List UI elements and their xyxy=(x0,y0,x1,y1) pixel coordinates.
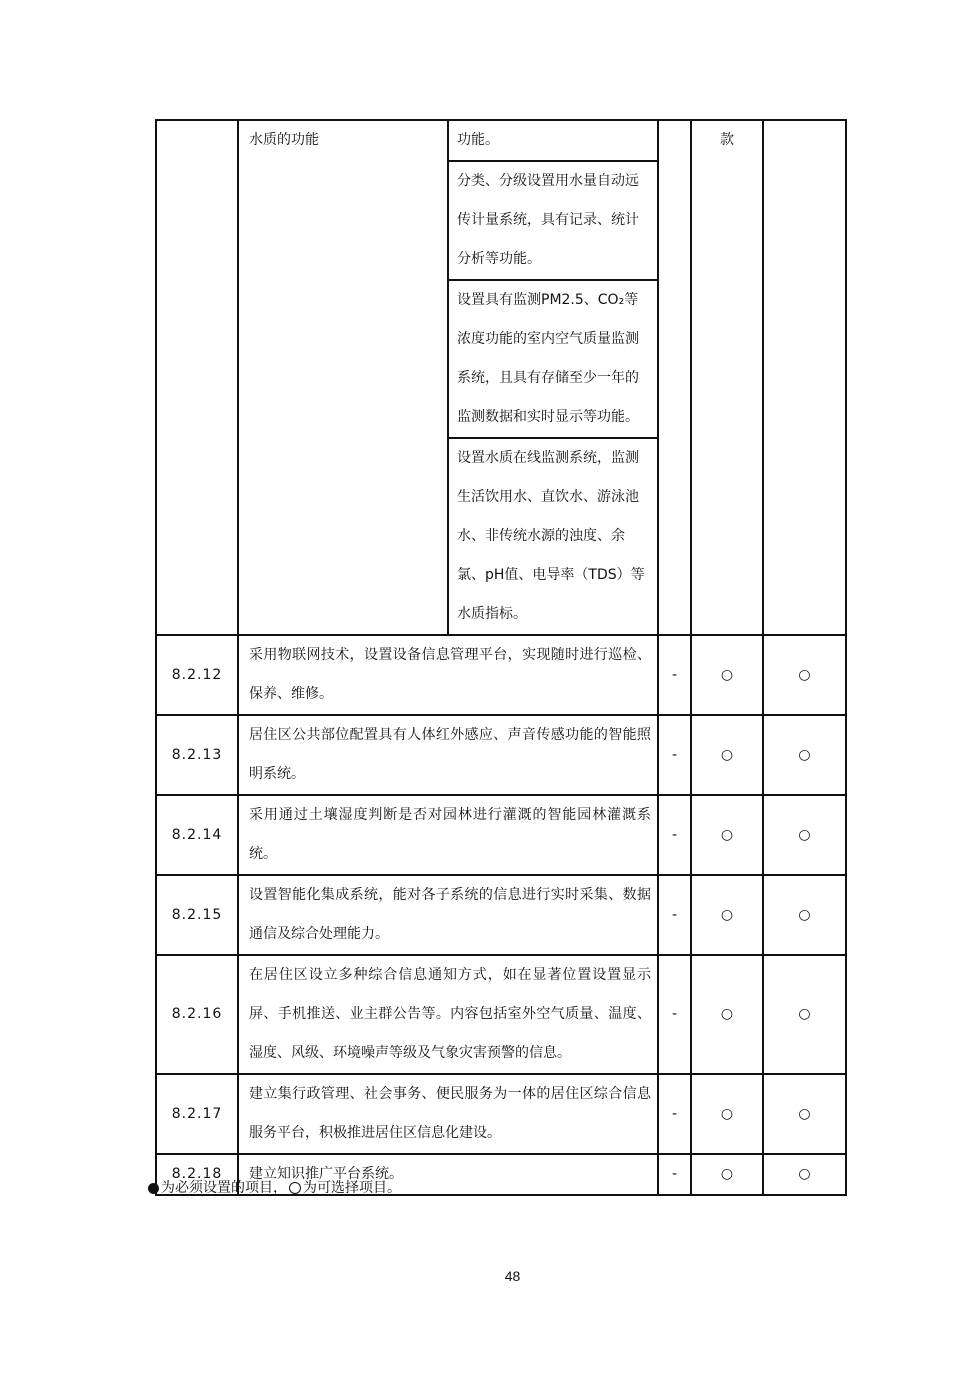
dash-cell: - xyxy=(658,795,691,875)
sub-item-2: 分类、分级设置用水量自动远传计量系统，具有记录、统计分析等功能。 xyxy=(448,161,658,280)
optional-mark: ○ xyxy=(763,955,846,1074)
optional-mark: ○ xyxy=(691,635,763,715)
table-row xyxy=(156,635,846,715)
dash-cell: - xyxy=(658,635,691,715)
required-bullet-icon xyxy=(148,1183,159,1194)
optional-circle-icon xyxy=(289,1182,301,1194)
empty-num-cell xyxy=(156,120,238,635)
table-row xyxy=(156,1074,846,1154)
table-row xyxy=(156,875,846,955)
empty-cell xyxy=(658,120,691,635)
footnote-optional-text: 为可选择项目。 xyxy=(303,1180,401,1196)
clause-number: 8.2.13 xyxy=(156,715,238,795)
clause-text: 采用物联网技术，设置设备信息管理平台，实现随时进行巡检、保养、维修。 xyxy=(238,635,658,715)
optional-mark: ○ xyxy=(763,875,846,955)
dash-cell: - xyxy=(658,1154,691,1195)
kuan-cell: 款 xyxy=(691,120,763,635)
table-row xyxy=(156,955,846,1074)
clause-text: 居住区公共部位配置具有人体红外感应、声音传感功能的智能照明系统。 xyxy=(238,715,658,795)
clause-text: 设置智能化集成系统，能对各子系统的信息进行实时采集、数据通信及综合处理能力。 xyxy=(238,875,658,955)
optional-mark: ○ xyxy=(763,1074,846,1154)
clause-number: 8.2.15 xyxy=(156,875,238,955)
sub-item-3: 设置具有监测PM2.5、CO₂等浓度功能的室内空气质量监测系统，且具有存储至少一年的监测数据和实时显示等功能。 xyxy=(448,280,658,438)
sub-item-1: 功能。 xyxy=(448,120,658,161)
optional-mark: ○ xyxy=(691,955,763,1074)
dash-cell: - xyxy=(658,715,691,795)
table-row xyxy=(156,715,846,795)
dash-cell: - xyxy=(658,875,691,955)
clause-number: 8.2.16 xyxy=(156,955,238,1074)
table-row xyxy=(156,120,846,161)
clause-text: 采用通过土壤湿度判断是否对园林进行灌溉的智能园林灌溉系统。 xyxy=(238,795,658,875)
optional-mark: ○ xyxy=(691,795,763,875)
spec-table xyxy=(155,119,847,1196)
clause-number: 8.2.18 xyxy=(156,1154,238,1195)
sub-item-4: 设置水质在线监测系统，监测生活饮用水、直饮水、游泳池水、非传统水源的浊度、余氯、pH值、电导率（TDS）等水质指标。 xyxy=(448,438,658,635)
table-row xyxy=(156,795,846,875)
optional-mark: ○ xyxy=(763,635,846,715)
clause-number: 8.2.17 xyxy=(156,1074,238,1154)
clause-text: 建立集行政管理、社会事务、便民服务为一体的居住区综合信息服务平台，积极推进居住区信息化建设。 xyxy=(238,1074,658,1154)
clause-number: 8.2.14 xyxy=(156,795,238,875)
item-title-cell: 水质的功能 xyxy=(238,120,448,635)
clause-number: 8.2.12 xyxy=(156,635,238,715)
dash-cell: - xyxy=(658,1074,691,1154)
optional-mark: ○ xyxy=(691,875,763,955)
optional-mark: ○ xyxy=(763,1154,846,1195)
dash-cell: - xyxy=(658,955,691,1074)
table-footnote xyxy=(148,1178,401,1198)
optional-mark: ○ xyxy=(763,715,846,795)
clause-text: 在居住区设立多种综合信息通知方式，如在显著位置设置显示屏、手机推送、业主群公告等。内容包括室外空气质量、温度、湿度、风级、环境噪声等级及气象灾害预警的信息。 xyxy=(238,955,658,1074)
footnote-required-text: 为必须设置的项目， xyxy=(161,1180,287,1196)
optional-mark: ○ xyxy=(691,1074,763,1154)
empty-cell xyxy=(763,120,846,635)
optional-mark: ○ xyxy=(691,1154,763,1195)
page-number: 48 xyxy=(504,1268,521,1284)
optional-mark: ○ xyxy=(763,795,846,875)
optional-mark: ○ xyxy=(691,715,763,795)
clause-text: 建立知识推广平台系统。 xyxy=(238,1154,658,1195)
